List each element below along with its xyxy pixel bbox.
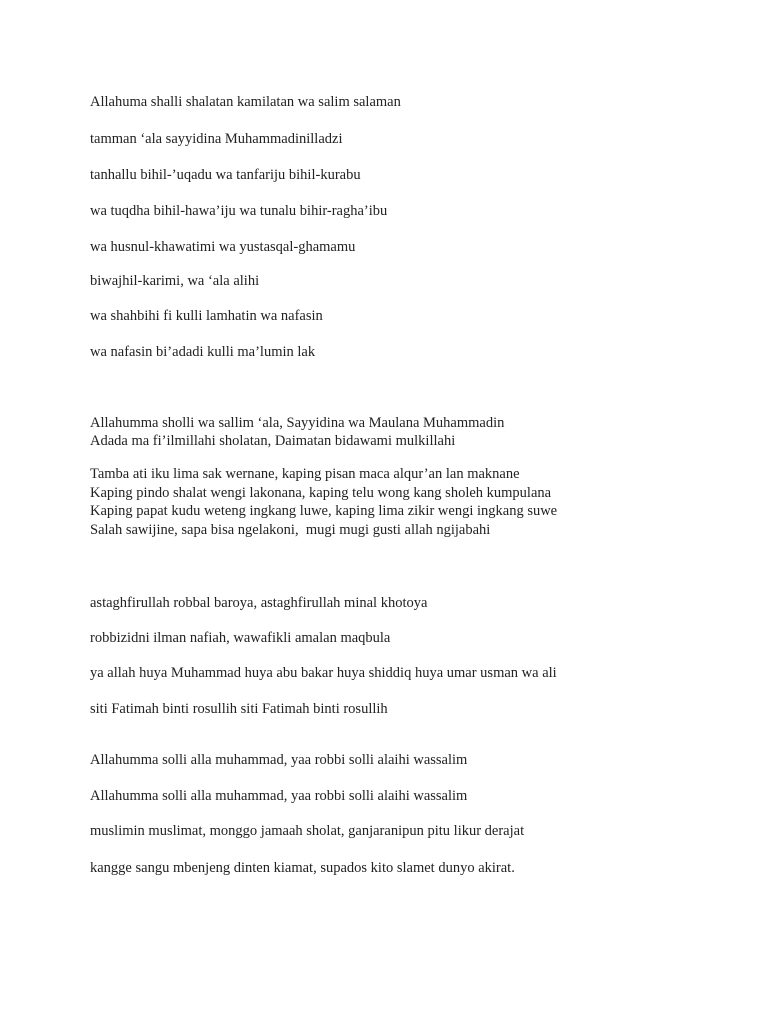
text-line: biwajhil-karimi, wa ‘ala alihi	[90, 273, 260, 289]
text-line: wa nafasin bi’adadi kulli ma’lumin lak	[90, 344, 316, 360]
text-line: Salah sawijine, sapa bisa ngelakoni, mugi mugi gusti allah ngijabahi	[90, 522, 491, 538]
text-line: siti Fatimah binti rosullih siti Fatimah binti rosullih	[90, 701, 388, 717]
text-line: wa tuqdha bihil-hawa’iju wa tunalu bihir-ragha’ibu	[90, 203, 388, 219]
text-line: kangge sangu mbenjeng dinten kiamat, supados kito slamet dunyo akirat.	[90, 860, 515, 876]
text-line: wa husnul-khawatimi wa yustasqal-ghamamu	[90, 239, 356, 255]
text-line: robbizidni ilman nafiah, wawafikli amalan maqbula	[90, 630, 391, 646]
text-line: astaghfirullah robbal baroya, astaghfirullah minal khotoya	[90, 595, 428, 611]
text-line: wa shahbihi fi kulli lamhatin wa nafasin	[90, 308, 323, 324]
text-line: Allahumma sholli wa sallim ‘ala, Sayyidina wa Maulana Muhammadin	[90, 415, 505, 431]
text-line: Tamba ati iku lima sak wernane, kaping pisan maca alqur’an lan maknane	[90, 466, 520, 482]
text-line: tanhallu bihil-’uqadu wa tanfariju bihil-kurabu	[90, 167, 361, 183]
text-line: muslimin muslimat, monggo jamaah sholat, ganjaranipun pitu likur derajat	[90, 823, 525, 839]
text-line: Allahumma solli alla muhammad, yaa robbi solli alaihi wassalim	[90, 788, 468, 804]
text-line: tamman ‘ala sayyidina Muhammadinilladzi	[90, 131, 343, 147]
text-line: Kaping pindo shalat wengi lakonana, kaping telu wong kang sholeh kumpulana	[90, 485, 552, 501]
text-line: ya allah huya Muhammad huya abu bakar huya shiddiq huya umar usman wa ali	[90, 665, 557, 681]
text-line: Adada ma fi’ilmillahi sholatan, Daimatan bidawami mulkillahi	[90, 433, 456, 449]
text-line: Allahuma shalli shalatan kamilatan wa salim salaman	[90, 94, 401, 110]
text-line: Kaping papat kudu weteng ingkang luwe, kaping lima zikir wengi ingkang suwe	[90, 503, 558, 519]
text-line: Allahumma solli alla muhammad, yaa robbi solli alaihi wassalim	[90, 752, 468, 768]
